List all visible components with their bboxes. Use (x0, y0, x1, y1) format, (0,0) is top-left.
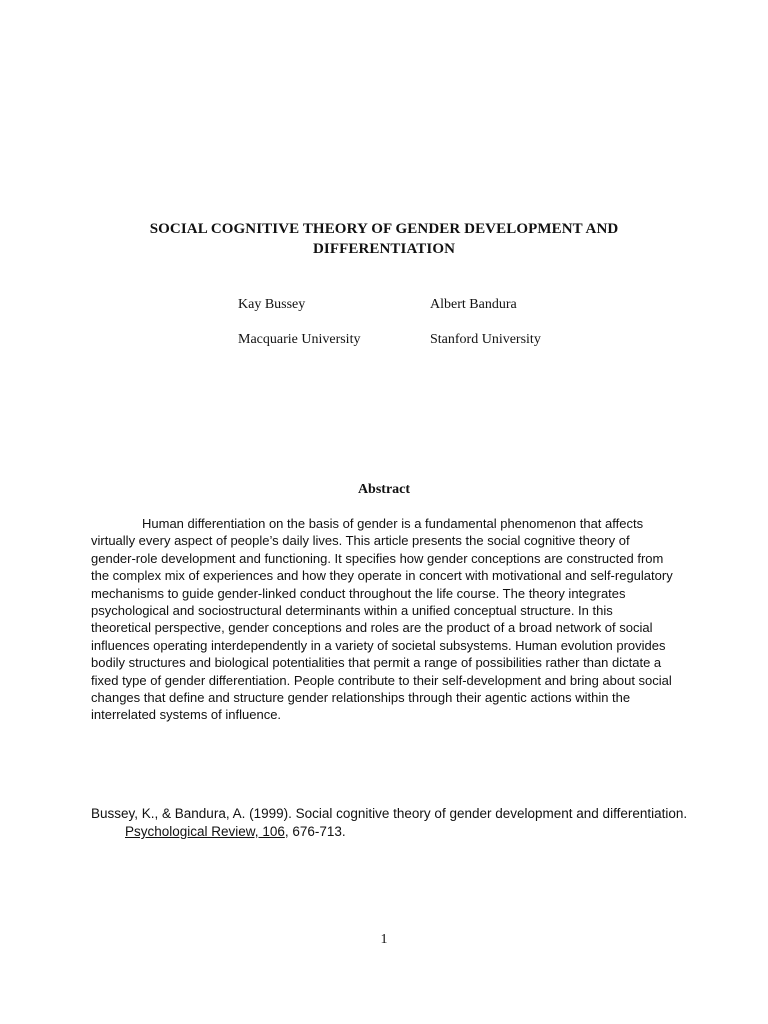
citation-journal: Psychological Review, 106 (125, 824, 285, 839)
citation-prefix: Bussey, K., & Bandura, A. (1999). Social cognitive theory of gender development and differentiation. (91, 806, 688, 821)
document-title: SOCIAL COGNITIVE THEORY OF GENDER DEVELOPMENT AND DIFFERENTIATION (149, 221, 619, 257)
page-number: 1 (380, 932, 388, 947)
citation (91, 805, 710, 841)
abstract-body: Human differentiation on the basis of gender is a fundamental phenomenon that affects virtually every aspect of people’s daily lives. This article presents the social cognitive theory of gender-role development and functioning. It specifies how gender conceptions are constructed from the complex mix of experiences and how they operate in concert with motivational and self-regulatory mechanisms to guide gender-linked conduct throughout the life course. The theory integrates psychological and sociostructural determinants within a unified conceptual structure. In this theoretical perspective, gender conceptions and roles are the product of a broad network of social influences operating interdependently in a variety of societal subsystems. Human evolution provides bodily structures and biological potentialities that permit a range of possibilities rather than dictate a fixed type of gender differentiation. People contribute to their self-development and bring about social changes that define and structure gender relationships through their agentic actions within the interrelated systems of influence. (91, 516, 673, 723)
author-name-1: Kay Bussey (238, 297, 306, 312)
abstract-heading: Abstract (357, 482, 411, 497)
author-affiliation-1: Macquarie University (238, 332, 361, 347)
author-name-2: Albert Bandura (430, 297, 517, 312)
citation-suffix: , 676-713. (284, 824, 346, 839)
author-affiliation-2: Stanford University (430, 332, 541, 347)
